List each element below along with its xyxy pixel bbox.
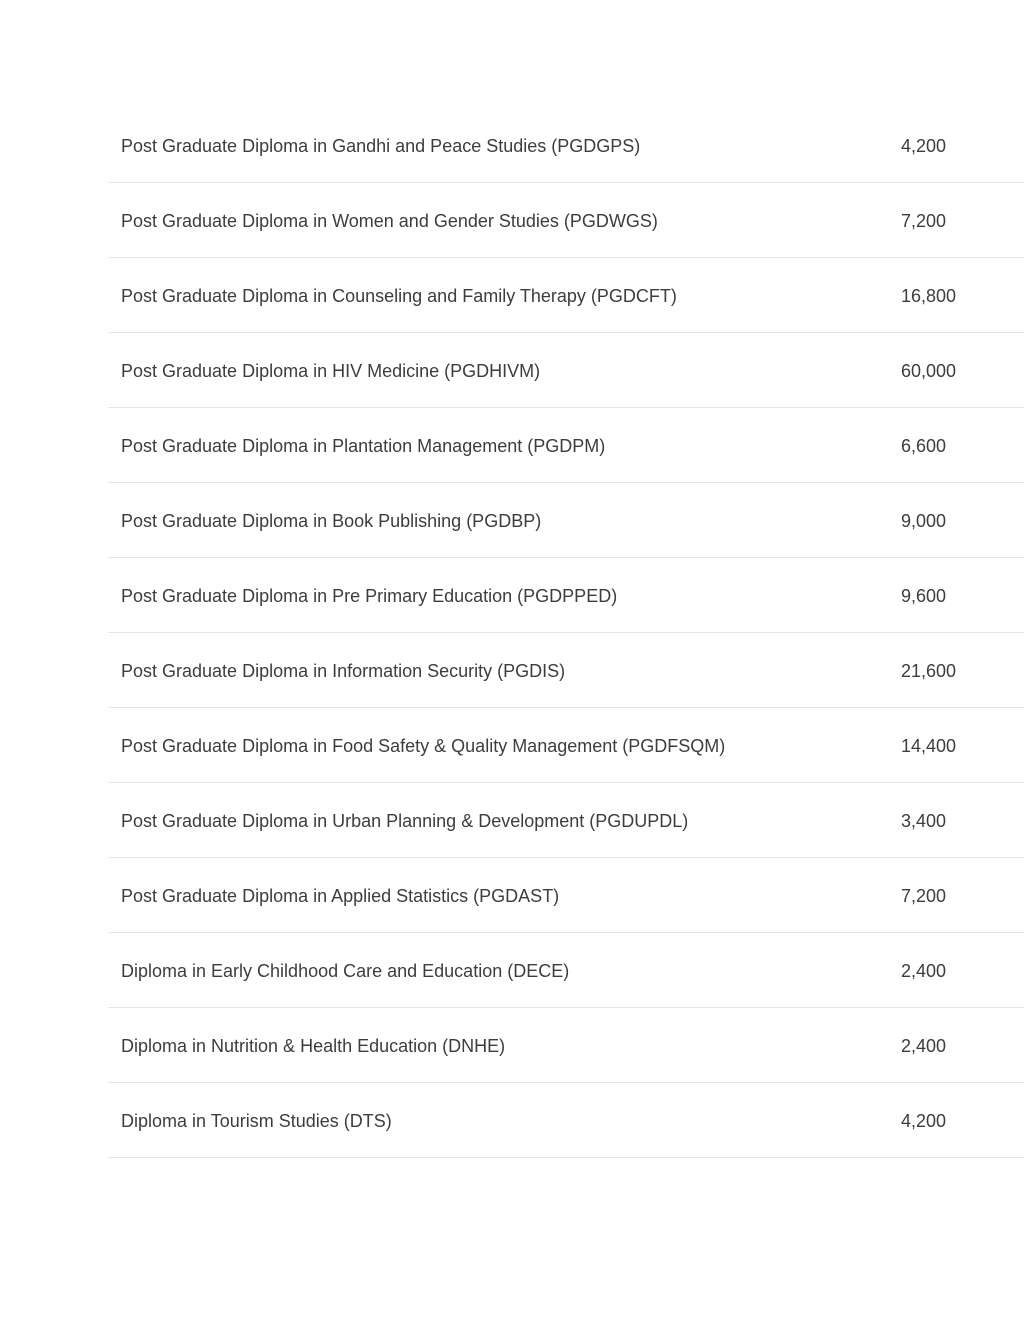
table-row: [108, 933, 1024, 1008]
program-name: Post Graduate Diploma in Pre Primary Education (PGDPPED): [121, 586, 618, 606]
program-name: Post Graduate Diploma in Counseling and Family Therapy (PGDCFT): [121, 286, 677, 306]
program-fee: 9,600: [901, 586, 947, 606]
program-fee: 9,000: [901, 511, 947, 531]
program-fee: 14,400: [901, 736, 957, 756]
table-row: [108, 183, 1024, 258]
program-name: Post Graduate Diploma in Women and Gender Studies (PGDWGS): [121, 211, 658, 231]
program-fee: 2,400: [901, 961, 947, 981]
table-row: [108, 258, 1024, 333]
program-name: Diploma in Tourism Studies (DTS): [121, 1111, 392, 1131]
table-row: [108, 558, 1024, 633]
table-row: [108, 333, 1024, 408]
table-row: [108, 408, 1024, 483]
program-fee: 60,000: [901, 361, 957, 381]
table-row: [108, 783, 1024, 858]
program-fee: 21,600: [901, 661, 957, 681]
program-name: Post Graduate Diploma in Book Publishing (PGDBP): [121, 511, 542, 531]
program-name: Post Graduate Diploma in Applied Statistics (PGDAST): [121, 886, 560, 906]
program-fee: 2,400: [901, 1036, 947, 1056]
table-row: [108, 108, 1024, 183]
table-row: [108, 633, 1024, 708]
program-fee: 4,200: [901, 136, 947, 156]
table-row: [108, 483, 1024, 558]
program-fee: 6,600: [901, 436, 947, 456]
program-name: Post Graduate Diploma in Information Security (PGDIS): [121, 661, 566, 681]
program-name: Post Graduate Diploma in Urban Planning & Development (PGDUPDL): [121, 811, 689, 831]
program-name: Post Graduate Diploma in Plantation Management (PGDPM): [121, 436, 606, 456]
program-fee: 3,400: [901, 811, 947, 831]
program-fee: 4,200: [901, 1111, 947, 1131]
table-row: [108, 1083, 1024, 1158]
program-name: Diploma in Nutrition & Health Education (DNHE): [121, 1036, 506, 1056]
table-row: [108, 1008, 1024, 1083]
program-fee: 7,200: [901, 211, 947, 231]
program-name: Post Graduate Diploma in HIV Medicine (PGDHIVM): [121, 361, 541, 381]
program-fee-table: [108, 108, 1024, 1158]
table-row: [108, 708, 1024, 783]
program-name: Post Graduate Diploma in Gandhi and Peace Studies (PGDGPS): [121, 136, 641, 156]
program-name: Diploma in Early Childhood Care and Education (DECE): [121, 961, 570, 981]
program-name: Post Graduate Diploma in Food Safety & Quality Management (PGDFSQM): [121, 736, 726, 756]
program-fee: 7,200: [901, 886, 947, 906]
table-row: [108, 858, 1024, 933]
program-fee: 16,800: [901, 286, 957, 306]
